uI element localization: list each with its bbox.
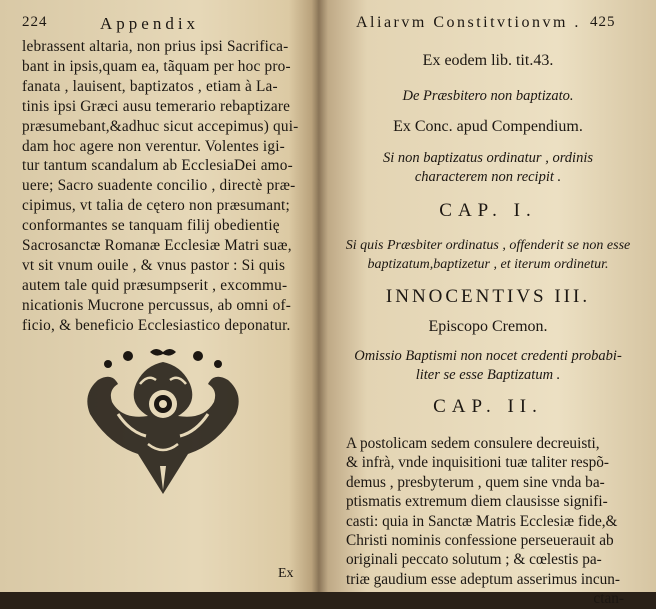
rubric-title: De Præsbitero non baptizato. [402, 88, 574, 104]
left-line: vt sit vnum ouile , & vnus pastor : Si quis [22, 256, 286, 274]
signature-mark: Ex [278, 566, 294, 581]
catchword: ctan- [593, 590, 624, 608]
paragraph-line: demus , presbyterum , quem sine vnda ba- [346, 473, 605, 491]
left-line: lebrassent altaria, non prius ipsi Sacrifica- [22, 38, 289, 55]
left-line: autem tale quid præsumpserit , excommu- [22, 276, 288, 294]
left-line: fanata , lauisent, baptizatos , etiam à La- [22, 77, 278, 95]
source-line: Ex Conc. apud Compendium. [393, 118, 583, 135]
left-line: bant in ipsis,quam ea, tãquam per hoc pro- [22, 57, 291, 75]
right-page-number: 425 [590, 14, 616, 30]
chapter-heading: CAP. I. [439, 200, 537, 221]
left-line: tinis ipsi Græci ausu temerario rebaptizare [22, 97, 291, 115]
canon-text-line: baptizatum,baptizetur , et iterum ordinetur. [367, 257, 609, 272]
paragraph-line: Christi nominis confessione perseuerauit ab [346, 532, 614, 550]
left-line: nicationis Mucrone percussus, ab omni of- [22, 296, 292, 314]
paragraph-line: casti: quia in Sanctæ Matris Ecclesiæ fide,& [346, 512, 618, 530]
summary-line: Omissio Baptismi non nocet credenti probabi- [354, 348, 622, 364]
summary-line: characterem non recipit . [414, 169, 562, 185]
left-line: uere; Sacro suadente concilio , directè præ- [22, 177, 296, 195]
paragraph-line: originali peccato solutum ; & cœlestis pa- [346, 551, 602, 569]
summary-line: liter se esse Baptizatum . [415, 367, 561, 383]
paragraph-line: ptismatis extremum diem clausisse signifi- [346, 493, 608, 511]
left-line: conformantes se tanquam filij obedientię [22, 217, 280, 235]
decretal-paragraph [346, 434, 646, 609]
fleuron-ornament-icon [78, 344, 248, 496]
right-running-head: Aliarvm Constitvtionvm . [356, 14, 581, 31]
source-line: Ex eodem lib. tit.43. [422, 52, 554, 69]
paragraph-line: triæ gaudium esse adeptum asserimus incun- [346, 570, 621, 588]
left-line: præsumebant,&adhuc sicut accepimus) qui- [22, 117, 299, 135]
paragraph-line: & infrà, vnde inquisitioni tuæ taliter respõ- [346, 454, 609, 472]
paragraph-line: A postolicam sedem consulere decreuisti, [346, 435, 600, 452]
left-line: tur tantum scandalum ab EcclesiaDei amo- [22, 157, 293, 175]
left-body-text [22, 37, 307, 336]
addressee: Episcopo Cremon. [428, 318, 548, 335]
pope-name: INNOCENTIVS III. [385, 286, 591, 307]
left-running-head: Appendix [100, 14, 200, 33]
canon-text-line: Si quis Præsbiter ordinatus , offenderit se non esse [345, 238, 631, 253]
left-line: cipimus, vt talia de cętero non præsumant; [22, 197, 290, 215]
left-line: ficio, & beneficio Ecclesiastico deponatur. [22, 316, 291, 334]
left-page-number: 224 [22, 14, 48, 30]
chapter-heading: CAP. II. [433, 396, 543, 417]
left-line: dam hoc agere non verentur. Volentes igi- [22, 137, 285, 155]
summary-line: Si non baptizatus ordinatur , ordinis [382, 150, 593, 166]
left-line: Sacrosanctæ Romanæ Ecclesiæ Matri suæ, [22, 237, 292, 255]
